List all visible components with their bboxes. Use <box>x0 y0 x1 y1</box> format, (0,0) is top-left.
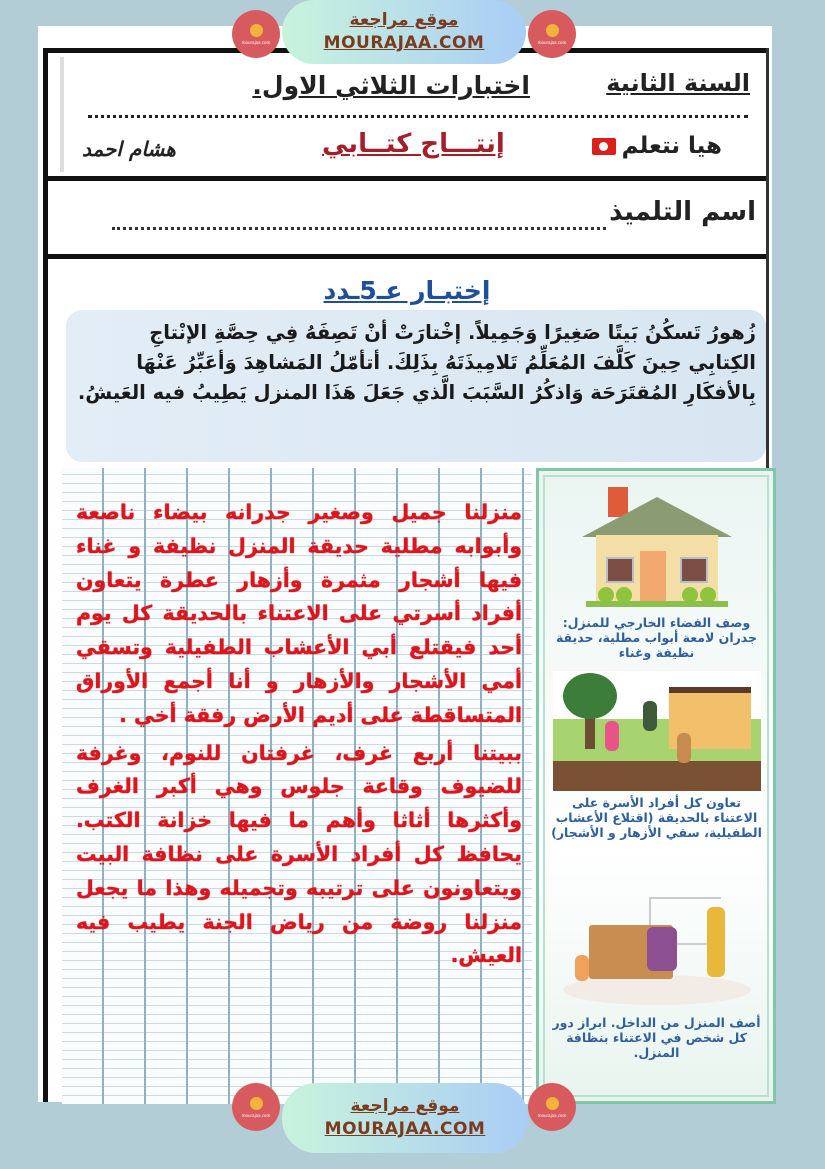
brand-text: هيا نتعلم <box>621 133 722 159</box>
watermark-badge-top[interactable] <box>282 0 526 64</box>
brand-label <box>592 133 722 159</box>
watermark-arabic: موقع مراجعة <box>349 10 459 30</box>
scene-caption: تعاون كل أفراد الأسرة على الاعتناء بالحديقة (اقتلاع الأعشاب الطفيلية، سقي الأزهار و الأشجار) <box>551 795 762 840</box>
family-gardening-icon <box>553 671 761 791</box>
grade-label: السنة الثانية <box>606 69 750 97</box>
logo-icon <box>546 1097 559 1110</box>
scene-caption: وصف الفضاء الخارجي للمنزل: جدران لامعة أبواب مطلية، حديقة نظيفة وغناء <box>555 615 758 660</box>
essay-notebook <box>62 468 532 1104</box>
watermark-logo-right-top[interactable]: mourajaa.com <box>528 10 576 58</box>
watermark-arabic: موقع مراجعة <box>350 1096 460 1116</box>
scene-interior <box>549 891 764 1060</box>
watermark-latin: MOURAJAA.COM <box>324 1119 486 1139</box>
scene-garden <box>549 671 764 840</box>
watermark-logo-right-bottom[interactable]: mourajaa.com <box>528 1083 576 1131</box>
family-cleaning-icon <box>553 891 761 1009</box>
watermark-logo-left-bottom[interactable]: mourajaa.com <box>232 1083 280 1131</box>
test-title: اختبارات الثلاثي الاول. <box>252 71 530 100</box>
worksheet-page <box>38 26 772 1102</box>
tunisia-flag-icon <box>592 138 616 155</box>
logo-icon <box>250 1097 263 1110</box>
subject-title: إنتـــاج كتــابي <box>322 129 505 159</box>
exam-title: إختبـار عـ5ـدد <box>323 276 491 305</box>
house-exterior-icon <box>582 487 732 615</box>
scene-caption: أصف المنزل من الداخل. ابراز دور كل شخص في الاعتناء بنظافة المنزل. <box>552 1015 761 1060</box>
scene-exterior <box>549 487 764 660</box>
scenes-sidebar <box>536 468 776 1104</box>
logo-icon <box>250 24 263 37</box>
dotted-divider <box>88 115 748 118</box>
watermark-logo-left-top[interactable]: mourajaa.com <box>232 10 280 58</box>
logo-icon <box>546 24 559 37</box>
student-name-label: اسم التلميذ <box>609 197 756 227</box>
essay-paragraph: منزلنا جميل وصغير جدرانه بيضاء ناصعة وأبوابه مطلية حديقة المنزل نظيفة و غناء فيها أشجار مثمرة وأزهار عطرة يتعاون أفراد أسرتي على الاعتناء بالحديقة كل يوم أحد فيقتلع أبي الأعشاب الطفيلية وتسقي أمي الأشجار والأزهار و أنا أجمع الأوراق المتساقطة على أديم الأرض رفقة أخي . <box>76 500 522 727</box>
header-box <box>48 48 766 181</box>
worksheet-frame <box>43 48 769 1102</box>
essay-paragraph: ببيتنا أربع غرف، غرفتان للنوم، وغرفة للضيوف وقاعة جلوس وهي أكبر الغرف وأكثرها أثاثا وأهم ما فيها خزانة الكتب. يحافظ كل أفراد الأسرة على نظافة البيت ويتعاونون على ترتيبه وتجميله وهذا ما يجعل منزلنا روضة من رياض الجنة يطيب فيه العيش. <box>76 740 522 968</box>
exam-prompt: زُهورُ تَسكُنُ بَيتًا صَغِيرًا وَجَمِيلاً. إخْتارَتْ أنْ تَصِفَهُ فِي حِصَّةِ الإنْتاجِ الكِتابِي حِينَ كَلَّفَ المُعَلِّمُ تَلامِيذَتَهُ بِذَلِكَ. أتأمّلُ المَشاهِدَ وَأعَبِّرُ عَنْهَا بِالأفكَارِ المُقتَرَحَة وَاذكُرُ السَّبَبَ الَّذي جَعَلَ هَذَا المنزل يَطِيبُ فيه العَيشُ. <box>66 310 766 462</box>
watermark-badge-bottom[interactable] <box>282 1083 528 1153</box>
student-name-box <box>48 181 766 259</box>
author-name: هشام احمد <box>82 137 176 161</box>
student-name-field[interactable] <box>112 227 606 230</box>
watermark-latin: MOURAJAA.COM <box>323 33 485 53</box>
essay-text <box>76 496 522 977</box>
